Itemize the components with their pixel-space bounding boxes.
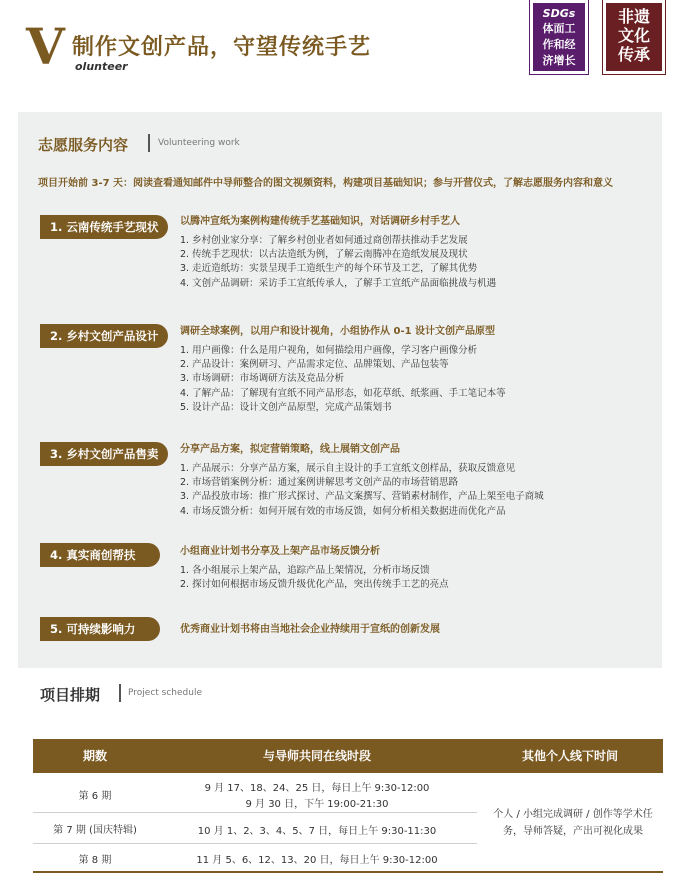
stage-head-2: 调研全球案例，以用户和设计视角，小组协作从 0-1 设计文创产品原型 [180, 326, 496, 337]
service-title-en: Volunteering work [158, 138, 240, 148]
list-item: 2. 产品设计：案例研习、产品需求定位、品牌策划、产品包装等 [180, 359, 449, 371]
list-item: 1. 各小组展示上架产品，追踪产品上架情况，分析市场反馈 [180, 565, 430, 576]
stage-list-2 [180, 344, 506, 415]
heritage-badge [603, 0, 665, 74]
page-title: 制作文创产品，守望传统手艺 [72, 35, 372, 60]
stage-head-4: 小组商业计划书分享及上架产品市场反馈分析 [180, 546, 380, 557]
row-divider [33, 812, 477, 813]
sdg-badge [530, 0, 588, 74]
stage-list-3 [180, 462, 544, 519]
stage-tag-1: 1. 云南传统手艺现状 [40, 215, 168, 239]
sdg-badge-line1: SDGs [542, 7, 576, 20]
stage-tag-3: 3. 乡村文创产品售卖 [40, 442, 168, 466]
stage-head-5: 优秀商业计划书将由当地社会企业持续用于宣纸的创新发展 [180, 624, 440, 635]
stage-head-1: 以腾冲宣纸为案例构建传统手艺基础知识，对话调研乡村手艺人 [180, 216, 460, 227]
stage-tag-4: 4. 真实商创帮扶 [40, 543, 160, 567]
table-cell-period: 第 7 期 (国庆特辑) [53, 825, 137, 836]
table-cell-time: 9 月 30 日，下午 19:00-21:30 [245, 799, 389, 810]
schedule-title: 项目排期 [40, 686, 101, 704]
heritage-badge-line1: 非遗 [617, 7, 650, 26]
list-item: 3. 市场调研：市场调研方法及竞品分析 [180, 373, 345, 385]
heritage-badge-line3: 传承 [617, 45, 650, 64]
col-header-period: 期数 [82, 749, 107, 763]
sdg-badge-line4: 济增长 [542, 54, 576, 67]
service-panel [18, 112, 662, 668]
list-item: 2. 传统手艺现状：以古法造纸为例，了解云南腾冲在造纸发展及现状 [180, 249, 468, 261]
logo-letter: V [26, 17, 65, 76]
heritage-badge-line2: 文化 [617, 26, 650, 45]
list-item: 1. 乡村创业家分享：了解乡村创业者如何通过商创帮扶推动手艺发展 [180, 235, 468, 246]
list-item: 2. 探讨如何根据市场反馈升级优化产品，突出传统手工艺的亮点 [180, 579, 449, 591]
list-item: 4. 市场反馈分析：如何开展有效的市场反馈，如何分析相关数据进而优化产品 [180, 505, 506, 517]
table-cell-time: 11 月 5、6、12、13、20 日，每日上午 9:30-12:00 [196, 855, 438, 866]
list-item: 1. 产品展示：分享产品方案，展示自主设计的手工宣纸文创样品，获取反馈意见 [180, 463, 516, 474]
table-cell-time: 10 月 1、2、3、4、5、7 日，每日上午 9:30-11:30 [197, 826, 437, 837]
stage-list-1 [180, 234, 496, 291]
col-header-online: 与导师共同在线时段 [262, 749, 371, 763]
row-divider [33, 843, 477, 844]
table-header [33, 739, 663, 773]
sdg-badge-line3: 作和经 [542, 38, 576, 51]
service-intro: 项目开始前 3-7 天：阅读查看通知邮件中导师整合的图文视频资料，构建项目基础知识；参与开营仪式，了解志愿服务内容和意义 [38, 178, 614, 189]
sdg-badge-line2: 体面工 [542, 22, 576, 35]
offline-line1: 个人 / 小组完成调研 / 创作等学术任 [493, 809, 653, 820]
stage-tag-5: 5. 可持续影响力 [40, 617, 160, 641]
page-header [0, 0, 692, 100]
stage-tag-2: 2. 乡村文创产品设计 [40, 324, 168, 348]
stage-head-3: 分享产品方案，拟定营销策略，线上展销文创产品 [180, 444, 400, 455]
list-item: 5. 设计产品：设计文创产品原型，完成产品策划书 [180, 401, 392, 413]
table-cell-time: 9 月 17、18、24、25 日，每日上午 9:30-12:00 [204, 783, 430, 794]
page-subtitle: olunteer [75, 60, 128, 73]
col-header-offline: 其他个人线下时间 [521, 749, 618, 763]
offline-line2: 务，导师答疑，产出可视化成果 [503, 826, 643, 837]
list-item: 3. 走近造纸坊：实景呈现手工造纸生产的每个环节及工艺，了解其优势 [180, 263, 478, 275]
table-bottom-border [33, 871, 663, 873]
stage-list-4 [180, 564, 449, 592]
schedule-title-en: Project schedule [128, 688, 202, 698]
title-divider [119, 684, 121, 702]
list-item: 4. 文创产品调研：采访手工宣纸传承人，了解手工宣纸产品面临挑战与机遇 [180, 277, 497, 289]
list-item: 1. 用户画像：什么是用户视角，如何描绘用户画像，学习客户画像分析 [180, 345, 478, 356]
list-item: 3. 产品投放市场：推广形式探讨、产品文案撰写、营销素材制作，产品上架至电子商城 [180, 491, 544, 503]
table-cell-period: 第 6 期 [78, 791, 112, 802]
list-item: 2. 市场营销案例分析：通过案例讲解思考文创产品的市场营销思路 [180, 477, 459, 489]
service-title: 志愿服务内容 [38, 136, 129, 154]
table-cell-period: 第 8 期 [78, 855, 112, 866]
title-divider [148, 134, 150, 152]
list-item: 4. 了解产品：了解现有宣纸不同产品形态，如花草纸、纸浆画、手工笔记本等 [180, 387, 506, 399]
table-cell-offline [483, 806, 663, 840]
